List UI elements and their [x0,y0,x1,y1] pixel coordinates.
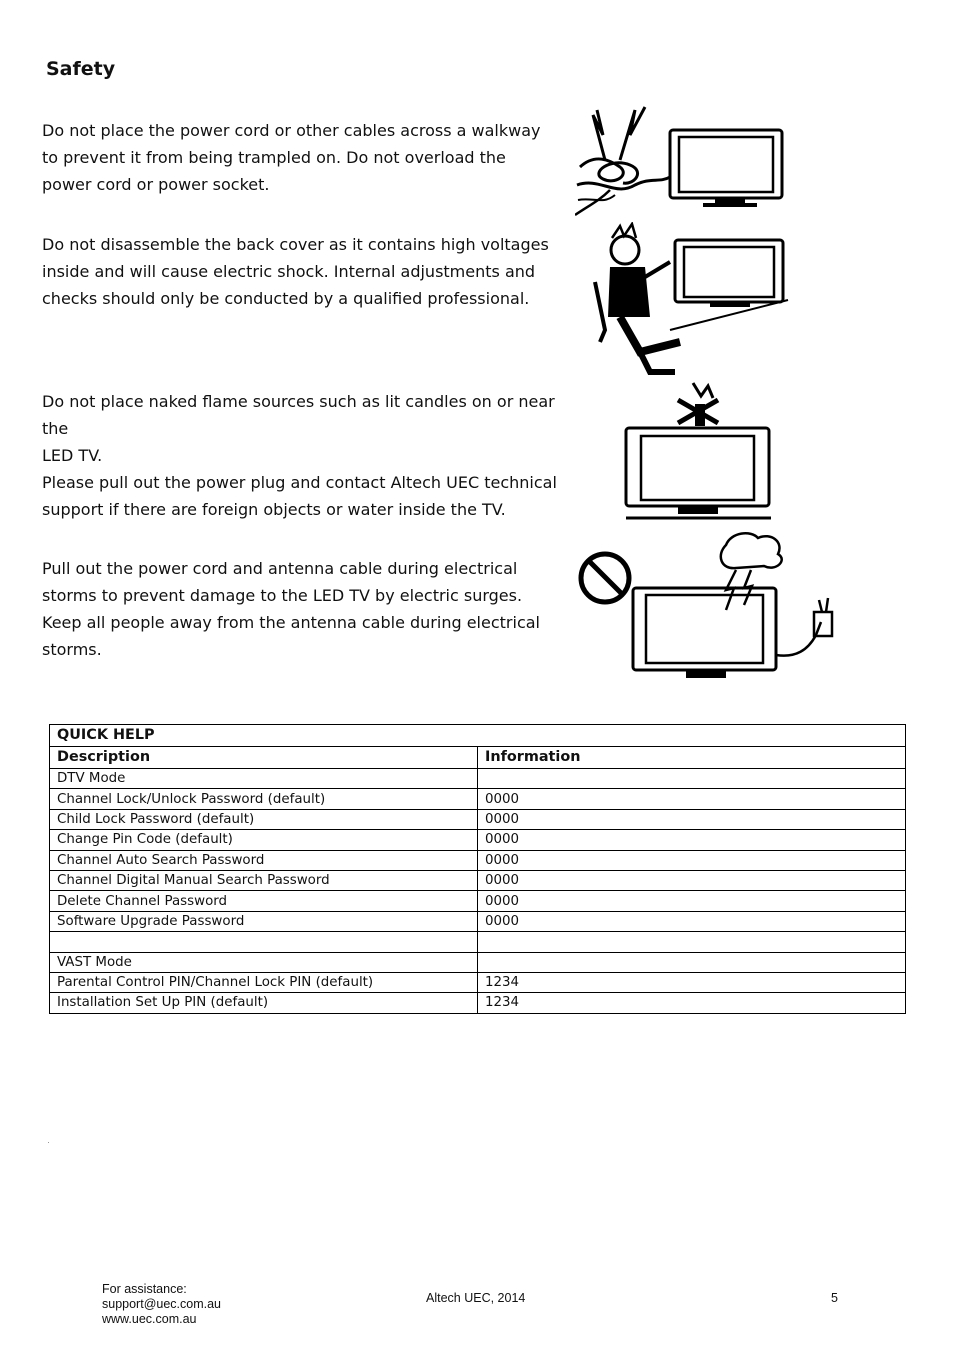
stray-dot [48,1142,49,1143]
safety-paragraph-storms [42,555,577,663]
text-line: Do not place naked flame sources such as lit candles on or near the [42,392,555,438]
table-row [50,850,906,870]
footer-email: support@uec.com.au [102,1297,222,1311]
text-line: support if there are foreign objects or water inside the TV. [42,500,506,519]
storm-no-tv-icon [576,530,838,682]
cell-information: 0000 [478,870,906,890]
table-row [50,870,906,890]
table-header-row [50,747,906,769]
table-title: QUICK HELP [50,725,906,747]
cell-information: 0000 [478,911,906,931]
table-row [50,993,906,1013]
footer-copyright: Altech UEC, 2014 [426,1291,526,1305]
safety-paragraph-cords [42,117,577,198]
safety-paragraph-flame [42,388,577,523]
page-number: 5 [831,1291,838,1305]
cell-information [478,769,906,789]
footer-website: www.uec.com.au [102,1312,197,1326]
cell-information: 1234 [478,993,906,1013]
candle-on-tv-icon [623,378,773,526]
footer-assistance-label: For assistance: [102,1282,187,1296]
column-header-information: Information [478,747,906,769]
page-title: Safety [46,58,116,80]
table-row [50,972,906,992]
cell-information [478,952,906,972]
text-line: LED TV. [42,446,103,465]
cell-information: 0000 [478,891,906,911]
cell-information: 0000 [478,850,906,870]
cell-information: 1234 [478,972,906,992]
table-row [50,789,906,809]
cell-information: 0000 [478,830,906,850]
quick-help-table [49,724,906,1014]
table-row [50,952,906,972]
table-row [50,809,906,829]
tangled-cords-tv-icon [575,105,790,223]
table-title-row [50,725,906,747]
safety-paragraph-back-cover [42,231,577,312]
text-line: checks should only be conducted by a qualified professional. [42,289,530,308]
text-line: storms to prevent damage to the LED TV by electric surges. [42,586,523,605]
text-line: Do not disassemble the back cover as it contains high voltages [42,235,549,254]
text-line: inside and will cause electric shock. Internal adjustments and [42,262,536,281]
table-row [50,911,906,931]
cell-description [50,932,478,952]
table-row [50,932,906,952]
table-row [50,891,906,911]
cell-description: Child Lock Password (default) [50,809,478,829]
text-line: Do not place the power cord or other cables across a walkway [42,121,541,140]
table-row [50,769,906,789]
person-opening-tv-icon [590,222,790,380]
text-line: storms. [42,640,102,659]
text-line: power cord or power socket. [42,175,270,194]
cell-description: Channel Auto Search Password [50,850,478,870]
text-line: Please pull out the power plug and contact Altech UEC technical [42,473,557,492]
footer-assistance [102,1282,221,1327]
column-header-description: Description [50,747,478,769]
cell-description: Channel Lock/Unlock Password (default) [50,789,478,809]
cell-description: VAST Mode [50,952,478,972]
cell-information: 0000 [478,789,906,809]
cell-information [478,932,906,952]
cell-description: Software Upgrade Password [50,911,478,931]
text-line: to prevent it from being trampled on. Do not overload the [42,148,506,167]
cell-description: Installation Set Up PIN (default) [50,993,478,1013]
table-row [50,830,906,850]
text-line: Keep all people away from the antenna cable during electrical [42,613,540,632]
cell-description: Channel Digital Manual Search Password [50,870,478,890]
cell-description: Parental Control PIN/Channel Lock PIN (default) [50,972,478,992]
cell-description: DTV Mode [50,769,478,789]
cell-description: Change Pin Code (default) [50,830,478,850]
cell-description: Delete Channel Password [50,891,478,911]
text-line: Pull out the power cord and antenna cable during electrical [42,559,518,578]
cell-information: 0000 [478,809,906,829]
